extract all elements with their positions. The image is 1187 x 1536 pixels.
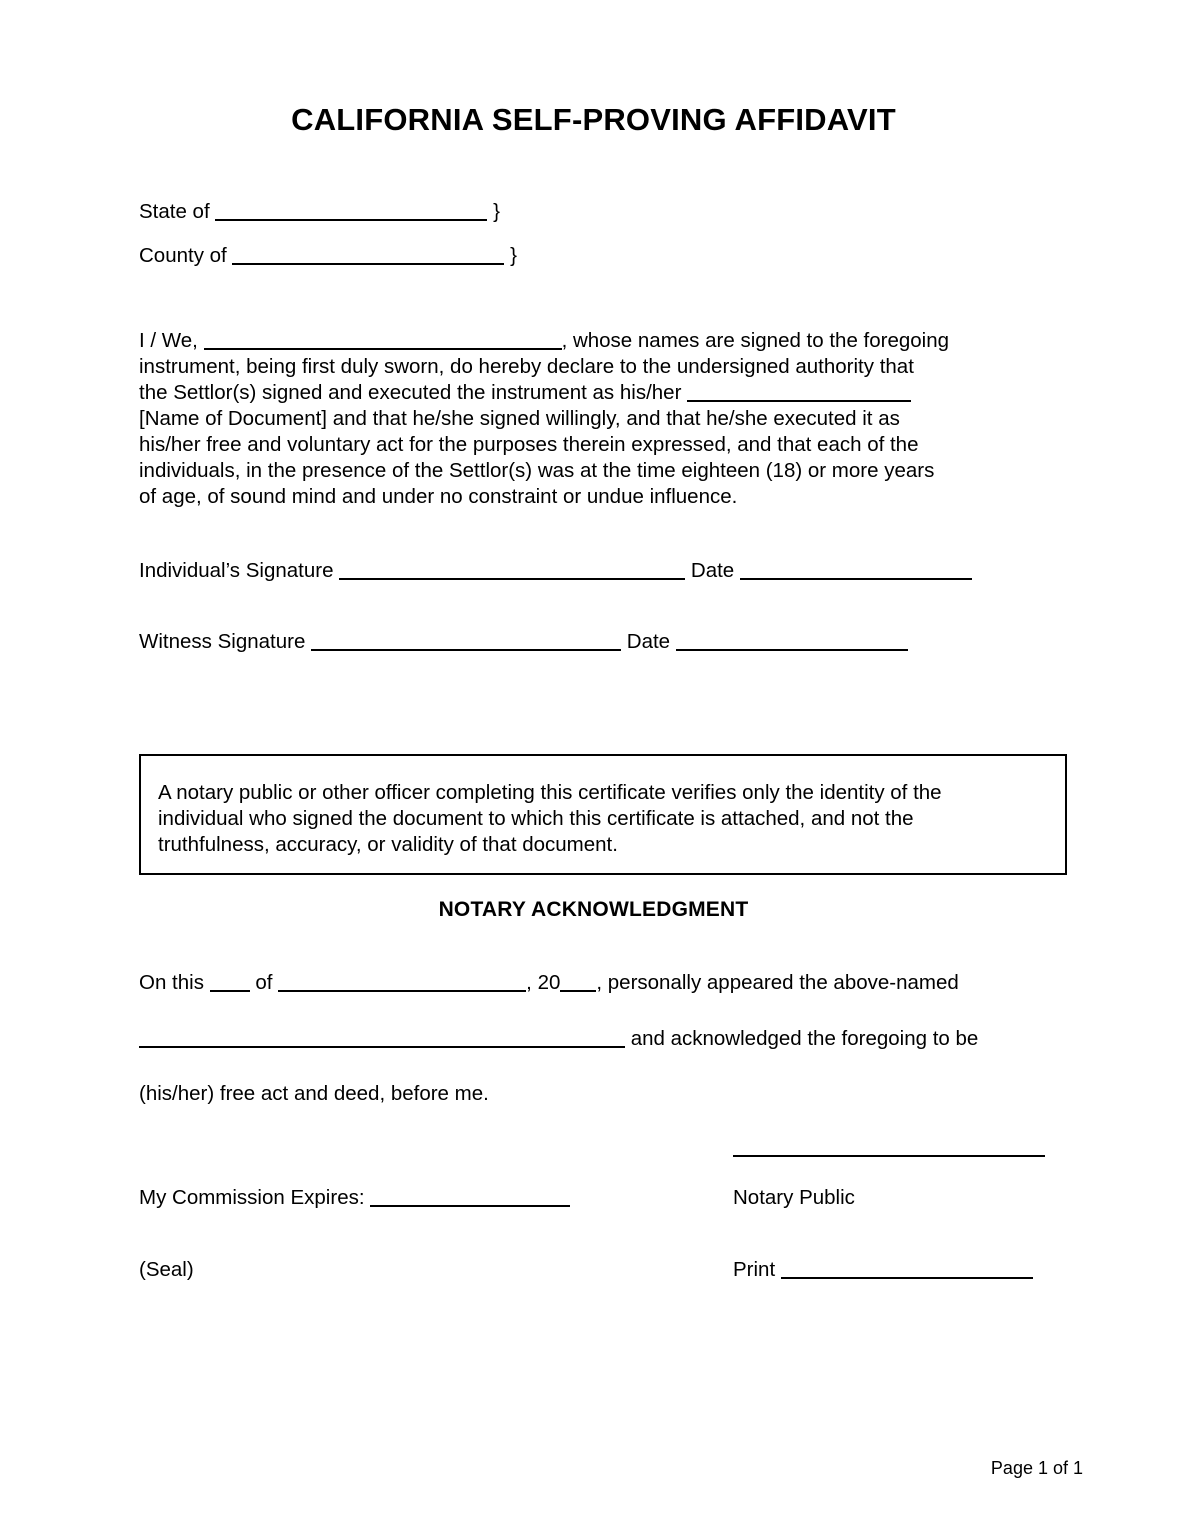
on-this-label: On this [139, 971, 204, 994]
notary-signature-blank[interactable] [733, 1155, 1045, 1157]
document-name-blank[interactable] [687, 384, 911, 402]
year-blank[interactable] [560, 974, 596, 992]
month-blank[interactable] [278, 974, 526, 992]
state-of-brace: } [493, 200, 500, 223]
affidavit-paragraph [139, 328, 1054, 510]
state-of-label: State of [139, 200, 210, 223]
notary-disclaimer-text [158, 780, 1052, 858]
affidavit-line-1-pre: I / We, [139, 329, 198, 352]
seal-label: (Seal) [139, 1258, 194, 1281]
page-title: CALIFORNIA SELF-PROVING AFFIDAVIT [291, 102, 896, 137]
affidavit-line-3 [139, 380, 1054, 406]
state-of-row [139, 199, 500, 225]
notary-public-label: Notary Public [733, 1186, 855, 1209]
affidavit-line-3-pre: the Settlor(s) signed and executed the instrument as his/her [139, 381, 682, 404]
year-prefix: , 20 [526, 971, 561, 994]
witness-signature-label: Witness Signature [139, 630, 306, 653]
commission-expires-blank[interactable] [370, 1189, 570, 1207]
appeared-name-blank[interactable] [139, 1030, 625, 1048]
individual-signature-blank[interactable] [339, 562, 685, 580]
print-name-row [733, 1257, 1033, 1283]
witness-signature-row [139, 629, 908, 655]
print-name-blank[interactable] [781, 1261, 1033, 1279]
individual-date-label: Date [690, 559, 735, 582]
individual-signature-row [139, 558, 972, 584]
page-footer: Page 1 of 1 [990, 1458, 1083, 1478]
county-of-row [139, 243, 517, 269]
acknowledgment-line-1 [139, 970, 959, 996]
disclaimer-line-2: individual who signed the document to which this certificate is attached, and not the [158, 807, 914, 830]
individual-date-blank[interactable] [740, 562, 972, 580]
day-blank[interactable] [210, 974, 250, 992]
county-of-brace: } [510, 244, 518, 267]
affidavit-line-1 [139, 328, 1054, 354]
affidavit-line-4: [Name of Document] and that he/she signed willingly, and that he/she executed it as [139, 407, 900, 430]
witness-date-label: Date [626, 630, 671, 653]
county-of-label: County of [139, 244, 227, 267]
disclaimer-line-3: truthfulness, accuracy, or validity of that document. [158, 833, 618, 856]
affidavit-line-5: his/her free and voluntary act for the purposes therein expressed, and that each of the [139, 433, 919, 456]
acknowledgment-line-2-post: and acknowledged the foregoing to be [630, 1027, 979, 1050]
print-label: Print [733, 1258, 776, 1281]
notary-acknowledgment-heading: NOTARY ACKNOWLEDGMENT [438, 898, 749, 921]
commission-expires-label: My Commission Expires: [139, 1186, 365, 1209]
affidavit-line-1-post: , whose names are signed to the foregoing [561, 329, 950, 352]
disclaimer-line-1: A notary public or other officer completing this certificate verifies only the identity of the [158, 781, 942, 804]
witness-date-blank[interactable] [676, 633, 908, 651]
affidavit-line-2: instrument, being first duly sworn, do hereby declare to the undersigned authority that [139, 355, 914, 378]
witness-signature-blank[interactable] [311, 633, 621, 651]
of-label: of [255, 971, 273, 994]
county-of-blank[interactable] [232, 247, 504, 265]
acknowledgment-line-1-tail: , personally appeared the above-named [596, 971, 959, 994]
acknowledgment-line-2 [139, 1026, 978, 1052]
notary-disclaimer-box [139, 754, 1067, 875]
acknowledgment-line-3: (his/her) free act and deed, before me. [139, 1082, 489, 1105]
individual-signature-label: Individual’s Signature [139, 559, 334, 582]
state-of-blank[interactable] [215, 203, 487, 221]
affidavit-line-7: of age, of sound mind and under no constraint or undue influence. [139, 485, 738, 508]
commission-expires-row [139, 1185, 570, 1211]
declarant-name-blank[interactable] [204, 332, 562, 350]
affidavit-line-6: individuals, in the presence of the Settlor(s) was at the time eighteen (18) or more years [139, 459, 935, 482]
